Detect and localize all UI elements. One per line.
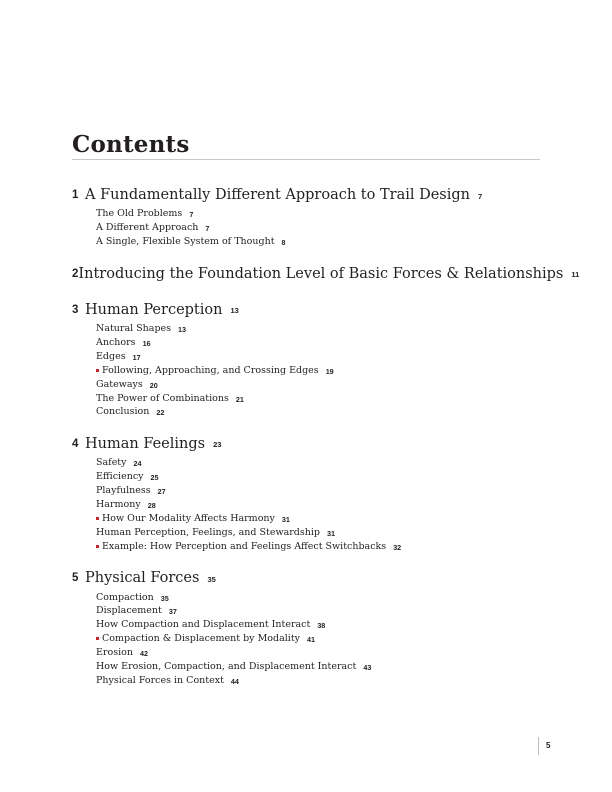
square-bullet-icon bbox=[96, 517, 99, 520]
section-title: Example: How Perception and Feelings Affect Switchbacks bbox=[102, 540, 387, 552]
section-page-number: 21 bbox=[235, 394, 244, 404]
section-title: The Old Problems bbox=[96, 208, 183, 220]
section-entry[interactable] bbox=[96, 349, 552, 363]
section-list bbox=[96, 590, 552, 687]
section-entry[interactable] bbox=[96, 405, 552, 419]
section-entry[interactable] bbox=[96, 660, 552, 674]
section-entry[interactable] bbox=[96, 673, 552, 687]
section-title: Following, Approaching, and Crossing Edges bbox=[102, 364, 319, 376]
section-page-number: 35 bbox=[160, 593, 169, 603]
square-bullet-icon bbox=[96, 545, 99, 548]
section-title: How Erosion, Compaction, and Displacement Interact bbox=[96, 661, 357, 673]
section-title: Harmony bbox=[96, 499, 141, 511]
section-title: Gateways bbox=[96, 378, 143, 390]
section-entry[interactable] bbox=[96, 484, 552, 498]
chapter-page-number: 23 bbox=[213, 440, 222, 450]
toc-chapter bbox=[72, 567, 552, 687]
section-page-number: 20 bbox=[149, 380, 158, 390]
section-page-number: 42 bbox=[139, 649, 148, 659]
section-page-number: 27 bbox=[157, 487, 166, 497]
section-page-number: 25 bbox=[150, 473, 159, 483]
section-title: Natural Shapes bbox=[96, 323, 172, 335]
section-entry[interactable] bbox=[96, 336, 552, 350]
chapter-title: Human Perception bbox=[85, 301, 223, 318]
section-entry[interactable] bbox=[96, 498, 552, 512]
folio-divider bbox=[538, 737, 539, 755]
section-title: Human Perception, Feelings, and Stewardship bbox=[96, 526, 320, 538]
square-bullet-icon bbox=[96, 369, 99, 372]
section-entry[interactable] bbox=[96, 391, 552, 405]
section-page-number: 24 bbox=[133, 459, 142, 469]
section-page-number: 22 bbox=[156, 408, 165, 418]
section-page-number: 17 bbox=[132, 352, 141, 362]
section-page-number: 44 bbox=[230, 676, 239, 686]
section-entry[interactable] bbox=[96, 511, 552, 525]
section-title: How Compaction and Displacement Interact bbox=[96, 619, 311, 631]
section-page-number: 41 bbox=[307, 635, 316, 645]
section-page-number: 38 bbox=[317, 621, 326, 631]
section-title: Playfulness bbox=[96, 485, 151, 497]
chapter-page-number: 7 bbox=[478, 191, 483, 201]
section-title: Erosion bbox=[96, 647, 133, 659]
section-entry[interactable] bbox=[96, 539, 552, 553]
section-entry[interactable] bbox=[96, 618, 552, 632]
section-title: Displacement bbox=[96, 605, 162, 617]
section-title: Compaction bbox=[96, 591, 154, 603]
page-title: Contents bbox=[72, 131, 190, 158]
chapter-entry[interactable] bbox=[72, 299, 552, 321]
section-entry[interactable] bbox=[96, 377, 552, 391]
section-entry[interactable] bbox=[96, 632, 552, 646]
section-title: Anchors bbox=[96, 337, 136, 348]
table-of-contents bbox=[72, 184, 580, 687]
section-page-number: 43 bbox=[363, 663, 372, 673]
chapter-number: 3 bbox=[72, 303, 79, 316]
section-entry[interactable] bbox=[96, 363, 552, 377]
section-page-number: 37 bbox=[168, 607, 177, 617]
section-list bbox=[96, 456, 552, 553]
toc-chapter bbox=[72, 184, 552, 249]
section-entry[interactable] bbox=[96, 235, 552, 249]
chapter-entry[interactable] bbox=[72, 263, 580, 285]
section-title: Physical Forces in Context bbox=[96, 674, 224, 686]
section-entry[interactable] bbox=[96, 604, 552, 618]
toc-chapter bbox=[72, 263, 580, 285]
section-entry[interactable] bbox=[96, 322, 552, 336]
section-page-number: 16 bbox=[142, 339, 151, 348]
section-entry[interactable] bbox=[96, 456, 552, 470]
toc-chapter bbox=[72, 299, 552, 419]
section-entry[interactable] bbox=[96, 221, 552, 235]
page-number: 5 bbox=[546, 741, 551, 750]
section-title: A Different Approach bbox=[96, 222, 199, 234]
section-page-number: 31 bbox=[326, 528, 335, 538]
section-page-number: 31 bbox=[281, 514, 290, 524]
section-title: The Power of Combinations bbox=[96, 392, 229, 404]
section-title: Conclusion bbox=[96, 406, 150, 418]
section-list bbox=[96, 322, 552, 419]
section-title: Edges bbox=[96, 350, 126, 362]
section-page-number: 13 bbox=[178, 325, 187, 335]
section-entry[interactable] bbox=[96, 470, 552, 484]
section-page-number: 32 bbox=[393, 542, 402, 552]
chapter-number: 1 bbox=[72, 189, 79, 201]
chapter-entry[interactable] bbox=[72, 184, 552, 206]
chapter-entry[interactable] bbox=[72, 433, 552, 455]
section-entry[interactable] bbox=[96, 525, 552, 539]
section-page-number: 19 bbox=[325, 366, 334, 376]
section-entry[interactable] bbox=[96, 590, 552, 604]
chapter-number: 2 bbox=[72, 267, 79, 280]
section-title: Efficiency bbox=[96, 471, 144, 483]
section-page-number: 28 bbox=[147, 501, 156, 511]
section-title: Safety bbox=[96, 457, 127, 469]
chapter-number: 4 bbox=[72, 437, 79, 450]
title-divider bbox=[72, 159, 540, 160]
chapter-page-number: 35 bbox=[207, 574, 216, 584]
section-title: A Single, Flexible System of Thought bbox=[96, 236, 275, 248]
chapter-page-number: 11 bbox=[571, 270, 580, 280]
section-list bbox=[96, 207, 552, 249]
chapter-number: 5 bbox=[72, 572, 79, 585]
section-page-number: 7 bbox=[205, 224, 210, 234]
section-page-number: 7 bbox=[189, 210, 194, 220]
section-title: Compaction & Displacement by Modality bbox=[102, 633, 301, 645]
section-entry[interactable] bbox=[96, 646, 552, 660]
chapter-title: A Fundamentally Different Approach to Trail Design bbox=[85, 187, 471, 203]
toc-chapter bbox=[72, 433, 552, 553]
section-title: How Our Modality Affects Harmony bbox=[102, 512, 275, 524]
square-bullet-icon bbox=[96, 637, 99, 640]
chapter-entry[interactable] bbox=[72, 567, 552, 589]
chapter-title: Introducing the Foundation Level of Basic Forces & Relationships bbox=[78, 265, 564, 282]
chapter-title: Human Feelings bbox=[85, 435, 206, 452]
section-entry[interactable] bbox=[96, 207, 552, 221]
chapter-page-number: 13 bbox=[230, 306, 239, 316]
chapter-title: Physical Forces bbox=[85, 570, 200, 587]
section-page-number: 8 bbox=[281, 238, 286, 248]
